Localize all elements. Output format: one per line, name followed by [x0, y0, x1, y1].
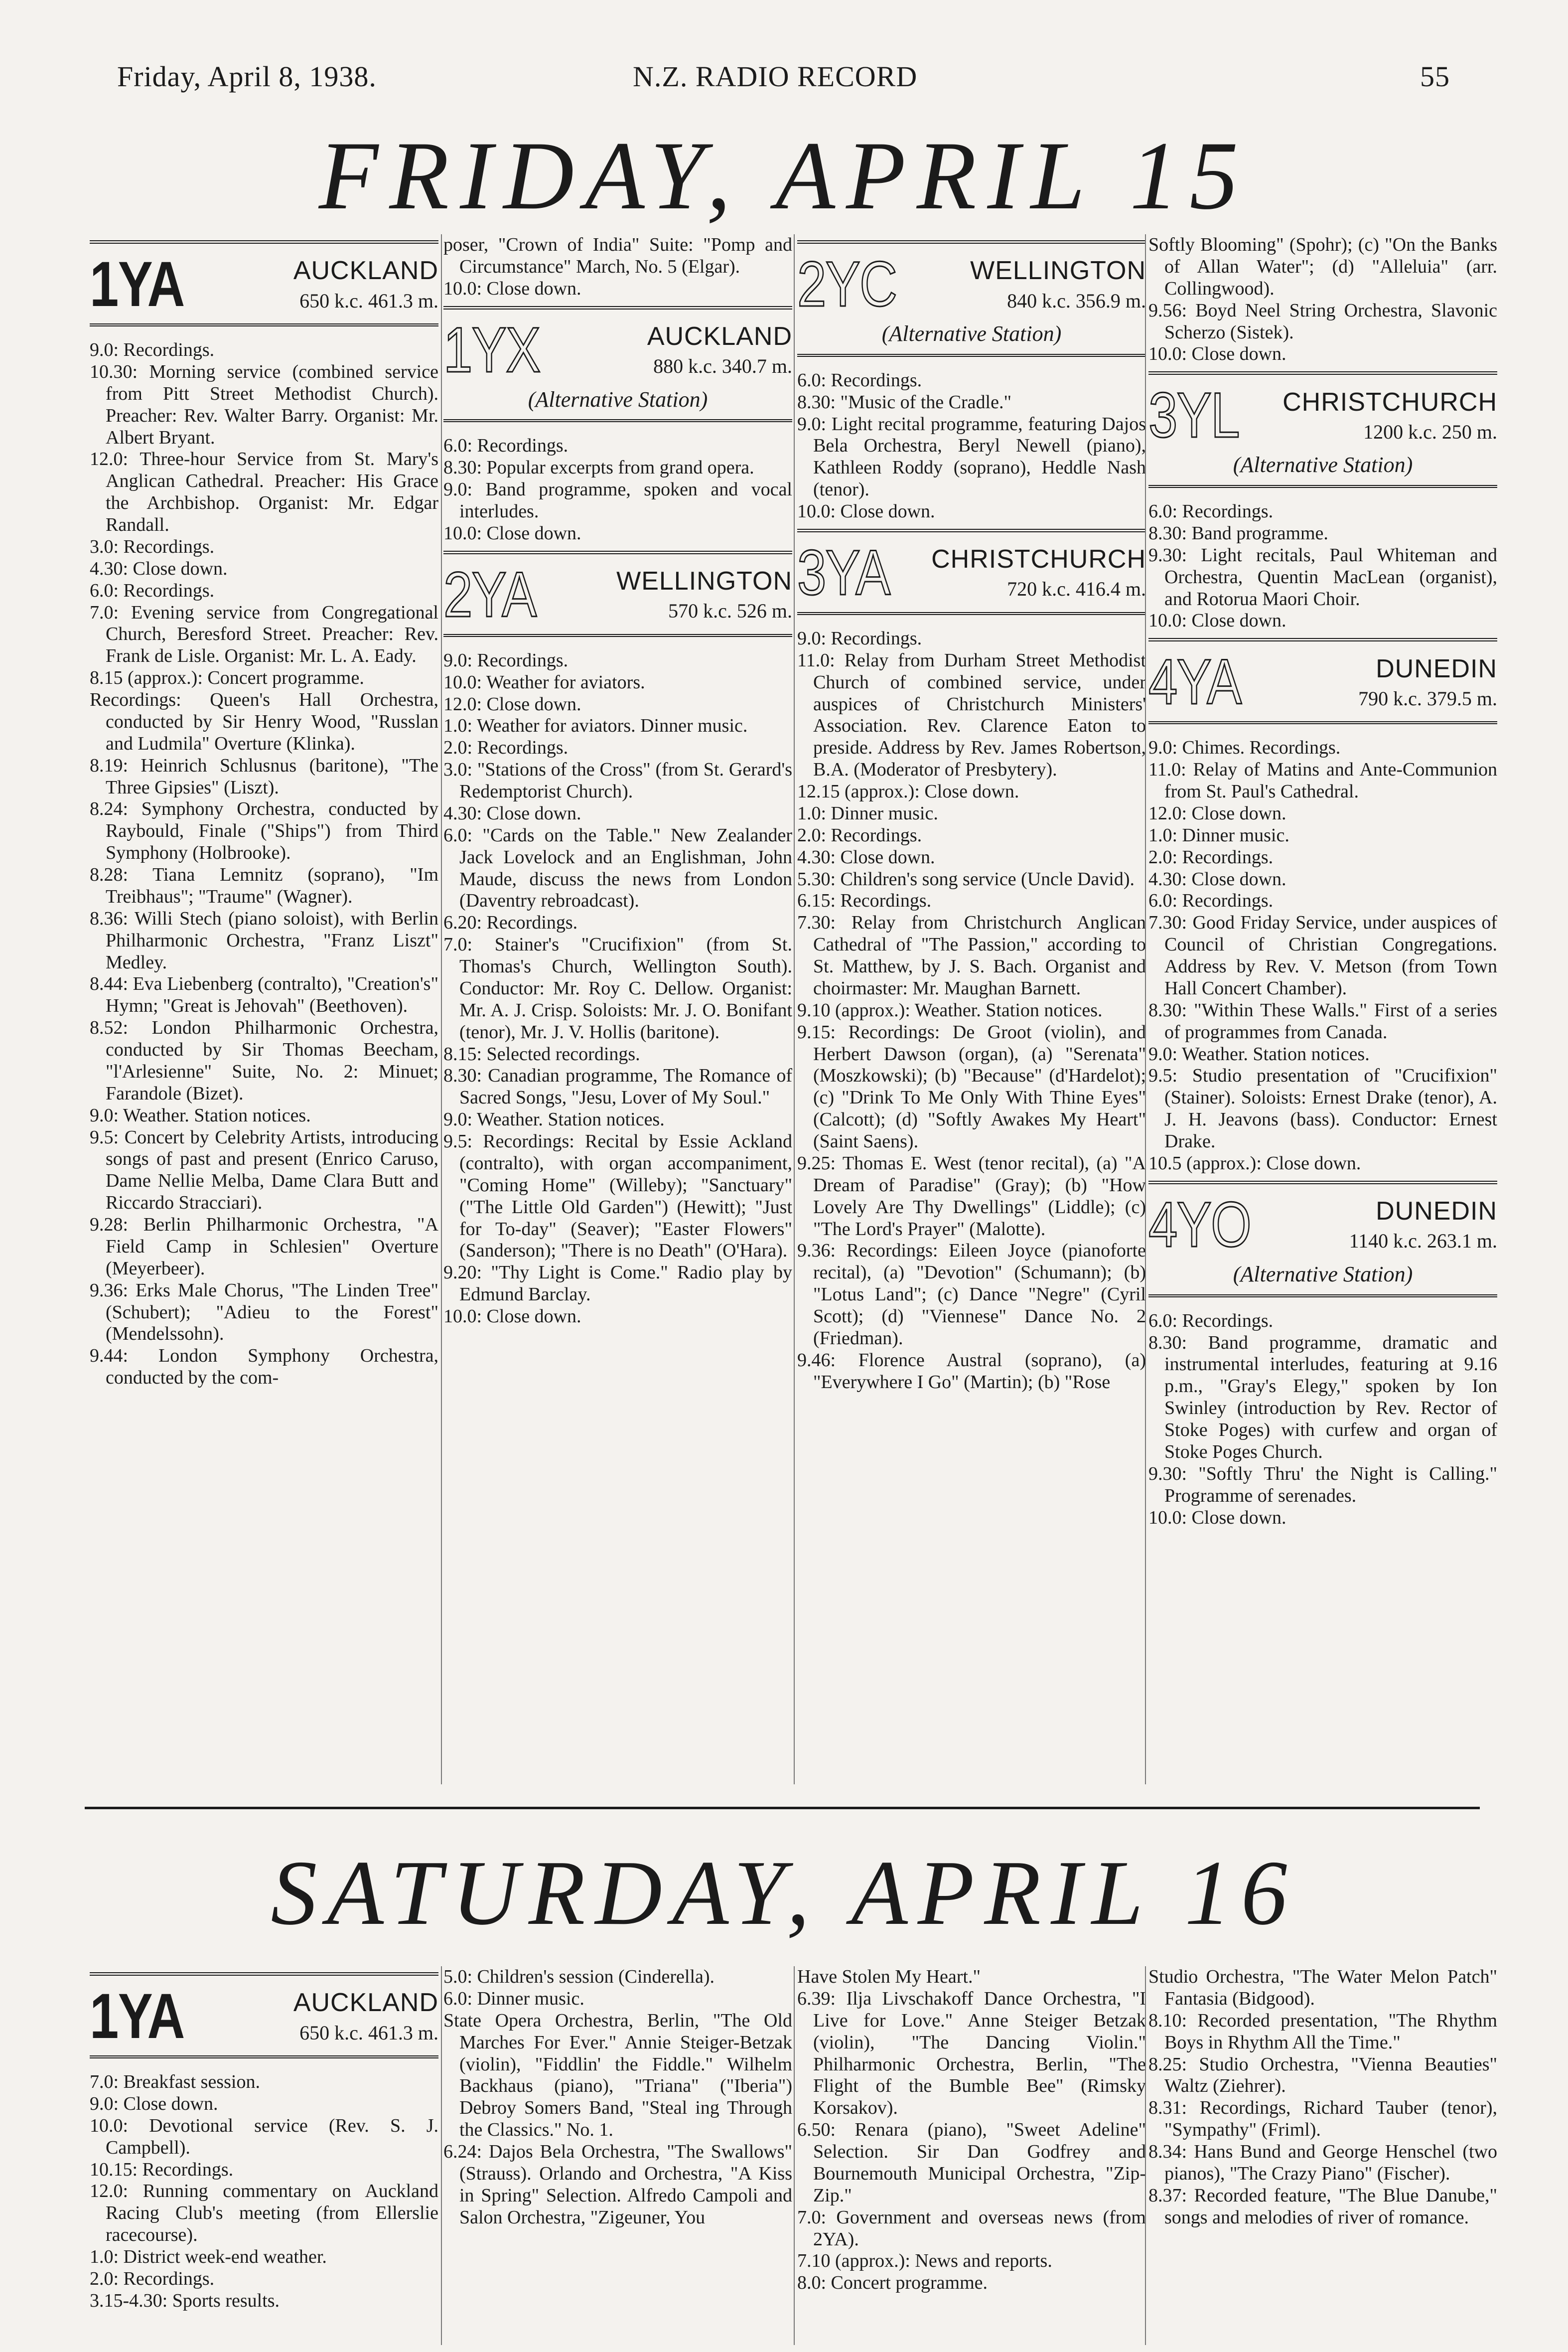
program-list [443, 650, 792, 1328]
program-entry: 9.5: Recordings: Recital by Essie Ackland (contralto), with organ accompaniment, "Coming Home" (Willeby); "Sanctuary" ("The Little Old Garden") (Hewitt); "Just for To-day" (Seaver); "Easter Flowers" (Sanderson); "There is no Death" (O'Hara). [443, 1131, 792, 1261]
program-entry: 9.5: Concert by Celebrity Artists, introducing songs of past and present (Enrico Caruso, Dame Nellie Melba, Dame Clara Butt and Riccardo Stracciari). [90, 1126, 438, 1214]
program-entry: poser, "Crown of India" Suite: "Pomp and Circumstance" March, No. 5 (Elgar). [443, 234, 792, 277]
publication-title: N.Z. RADIO RECORD [633, 60, 918, 93]
program-entry: 9.10 (approx.): Weather. Station notices. [797, 999, 1103, 1021]
column-rule [441, 1966, 442, 2345]
program-entry: 4.30: Close down. [1148, 868, 1286, 890]
station-callsign: 1YX [443, 314, 540, 386]
program-entry: State Opera Orchestra, Berlin, "The Old Marches For Ever." Annie Steiger-Betzak (violin), "Fiddlin' the Fiddle." Wilhelm Backhaus (piano), "Triana" ("Iberia") Debroy Somers Band, "Steal ing Through the Classics." No. 1. [443, 2010, 792, 2141]
station-alt-label: (Alternative Station) [528, 387, 708, 412]
station-header-3yl [1148, 371, 1497, 488]
program-entry: 2.0: Recordings. [797, 824, 922, 846]
program-entry: 6.39: Ilja Livschakoff Dance Orchestra, "I Live for Love." Anne Steiger Betzak (violin), "The Dancing Violin." Philharmonic Orchestra, Berlin, "The Flight of the Bumble Bee" (Rimsky Korsakov). [797, 1988, 1146, 2119]
program-entry: 9.0: Chimes. Recordings. [1148, 737, 1341, 759]
program-entry: 9.0: Light recital programme, featuring Dajos Bela Orchestra, Beryl Newell (piano), Kathleen Roddy (soprano), Heddle Nash (tenor). [797, 413, 1146, 500]
program-entry: 9.46: Florence Austral (soprano), (a) "Everywhere I Go" (Martin); (b) "Rose [797, 1349, 1146, 1393]
program-entry: 1.0: District week-end weather. [90, 2246, 327, 2267]
saturday-column-1 [90, 1966, 438, 2345]
program-entry: 6.20: Recordings. [443, 912, 578, 934]
program-entry: 8.30: Canadian programme, The Romance of Sacred Songs, "Jesu, Lover of My Soul." [443, 1065, 792, 1108]
program-entry: 7.0: Government and overseas news (from 2YA). [797, 2206, 1146, 2250]
program-entry: 10.0: Devotional service (Rev. S. J. Campbell). [90, 2115, 438, 2158]
program-entry: 6.0: "Cards on the Table." New Zealander Jack Lovelock and an Englishman, John Maude, discuss the news from London (Daventry rebroadcast). [443, 824, 792, 912]
station-header-1ya [90, 240, 438, 326]
station-callsign: 3YA [797, 537, 890, 609]
program-entry: 9.36: Recordings: Eileen Joyce (pianoforte recital), (a) "Devotion" (Schumann); (b) "Lotus Land"; (c) Dance "Negre" (Cyril Scott); (d) "Viennese" Dance No. 2 (Friedman). [797, 1240, 1146, 1349]
program-entry: 10.0: Close down. [1148, 343, 1286, 365]
program-entry: 8.15: Selected recordings. [443, 1043, 640, 1065]
program-entry: 8.30: Band programme, dramatic and instrumental interludes, featuring at 9.16 p.m., "Gray's Elegy," spoken by Ion Swinley (introduction by Rev. Rector of Stoke Poges) with curfew and organ of Stoke Poges Church. [1148, 1332, 1497, 1462]
program-list [443, 1966, 792, 2229]
station-frequency: 570 k.c. 526 m. [668, 600, 792, 623]
program-entry: 9.20: "Thy Light is Come." Radio play by Edmund Barclay. [443, 1262, 792, 1305]
station-header-1ya [90, 1972, 438, 2058]
program-entry: 10.0: Close down. [443, 1306, 581, 1327]
program-entry: 12.0: Running commentary on Auckland Racing Club's meeting (from Ellerslie racecourse). [90, 2181, 438, 2246]
station-alt-label: (Alternative Station) [1233, 453, 1413, 477]
program-entry: 7.30: Relay from Christchurch Anglican Cathedral of "The Passion," according to St. Matthew, by J. S. Bach. Organist and choirmaster: Mr. Maughan Barnett. [797, 912, 1146, 999]
program-entry: 2.0: Recordings. [1148, 846, 1274, 868]
program-entry: 10.0: Close down. [443, 522, 581, 544]
program-entry: 8.37: Recorded feature, "The Blue Danube," songs and melodies of river of romance. [1148, 2185, 1497, 2228]
program-entry: 6.50: Renara (piano), "Sweet Adeline" Selection. Sir Dan Godfrey and Bournemouth Municipal Orchestra, "Zip-Zip." [797, 2119, 1146, 2206]
saturday-column-4 [1148, 1966, 1497, 2345]
program-entry: Softly Blooming" (Spohr); (c) "On the Banks of Allan Water"; (d) "Alleluia" (arr. Collingwood). [1148, 234, 1497, 299]
program-entry: 6.0: Recordings. [1148, 890, 1274, 912]
program-entry: 8.30: Band programme. [1148, 522, 1328, 544]
station-alt-label: (Alternative Station) [881, 321, 1062, 346]
station-header-4yo [1148, 1181, 1497, 1297]
station-city: DUNEDIN [1376, 654, 1497, 683]
station-city: CHRISTCHURCH [931, 545, 1146, 574]
program-list [1148, 501, 1497, 632]
column-rule [794, 234, 795, 1784]
friday-column-2 [443, 234, 792, 1784]
running-header [0, 60, 1568, 105]
program-entry: 10.15: Recordings. [90, 2159, 234, 2180]
program-entry: 6.0: Dinner music. [443, 1988, 584, 2009]
program-entry: 8.25: Studio Orchestra, "Vienna Beauties" Waltz (Ziehrer). [1148, 2053, 1497, 2097]
program-entry: Recordings: Queen's Hall Orchestra, conducted by Sir Henry Wood, "Russlan and Ludmila" Overture (Klinka). [90, 689, 438, 754]
program-entry: 10.0: Weather for aviators. [443, 671, 645, 693]
program-entry: 8.15 (approx.): Concert programme. [90, 667, 364, 689]
program-entry: 8.44: Eva Liebenberg (contralto), "Creation's" Hymn; "Great is Jehovah" (Beethoven). [90, 973, 438, 1017]
station-frequency: 650 k.c. 461.3 m. [299, 2021, 438, 2044]
station-city: WELLINGTON [970, 256, 1146, 286]
station-frequency: 650 k.c. 461.3 m. [299, 289, 438, 312]
program-entry: 8.36: Willi Stech (piano soloist), with Berlin Philharmonic Orchestra, "Franz Liszt" Medley. [90, 908, 438, 973]
station-city: AUCKLAND [647, 321, 792, 351]
station-city: WELLINGTON [616, 567, 792, 596]
saturday-column-3 [797, 1966, 1146, 2345]
program-entry: 8.31: Recordings, Richard Tauber (tenor), "Sympathy" (Friml). [1148, 2097, 1497, 2141]
program-entry: 8.30: "Music of the Cradle." [797, 391, 1011, 413]
program-entry: 10.0: Close down. [797, 501, 935, 522]
program-list [1148, 234, 1497, 365]
program-list [797, 1966, 1146, 2294]
program-entry: 6.24: Dajos Bela Orchestra, "The Swallows" (Strauss). Orlando and Orchestra, "A Kiss in Spring" Selection. Alfredo Campoli and Salon Orchestra, "Zigeuner, You [443, 2141, 792, 2228]
station-city: CHRISTCHURCH [1283, 387, 1497, 417]
program-entry: 3.15-4.30: Sports results. [90, 2290, 280, 2311]
program-entry: 9.0: Weather. Station notices. [90, 1104, 311, 1126]
program-entry: 12.0: Close down. [443, 693, 581, 715]
program-entry: 7.30: Good Friday Service, under auspices of Council of Christian Congregations. Address by Rev. V. Metson (from Town Hall Concert Chamber). [1148, 912, 1497, 999]
program-entry: 1.0: Dinner music. [1148, 824, 1289, 846]
station-frequency: 1200 k.c. 250 m. [1363, 420, 1497, 443]
program-entry: 9.36: Erks Male Chorus, "The Linden Tree" (Schubert); "Adieu to the Forest" (Mendelssohn). [90, 1279, 438, 1345]
program-entry: 8.0: Concert programme. [797, 2272, 988, 2294]
station-callsign: 1YA [90, 1981, 184, 2052]
station-callsign: 4YO [1148, 1189, 1251, 1260]
program-entry: 9.0: Weather. Station notices. [443, 1109, 665, 1130]
station-city: AUCKLAND [293, 256, 438, 286]
program-entry: 7.10 (approx.): News and reports. [797, 2250, 1052, 2272]
program-entry: 1.0: Dinner music. [797, 802, 938, 824]
friday-column-1 [90, 234, 438, 1784]
program-entry: 9.0: Close down. [90, 2093, 218, 2114]
program-list [1148, 1966, 1497, 2229]
column-rule [441, 234, 442, 1784]
program-list [1148, 1310, 1497, 1529]
program-list [90, 2071, 438, 2312]
program-entry: 8.30: Popular excerpts from grand opera. [443, 457, 754, 478]
program-entry: 9.30: "Softly Thru' the Night is Calling." Programme of serenades. [1148, 1463, 1497, 1506]
column-rule [1145, 234, 1146, 1784]
program-entry: 6.0: Recordings. [90, 580, 215, 601]
station-header-4ya [1148, 638, 1497, 724]
program-entry: 9.25: Thomas E. West (tenor recital), (a) "A Dream of Paradise" (Gray); (b) "How Lovely Are Thy Dwellings" (Liddle); (c) "The Lord's Prayer" (Malotte). [797, 1152, 1146, 1240]
saturday-column-2 [443, 1966, 792, 2345]
issue-date: Friday, April 8, 1938. [117, 60, 377, 93]
program-entry: 8.52: London Philharmonic Orchestra, conducted by Sir Thomas Beecham, "l'Arlesienne" Suite, No. 2: Minuet; Farandole (Bizet). [90, 1017, 438, 1104]
program-entry: 6.0: Recordings. [797, 369, 922, 391]
program-entry: 8.24: Symphony Orchestra, conducted by Raybould, Finale ("Ships") from Third Symphony (Holbrooke). [90, 798, 438, 864]
saturday-banner: SATURDAY, APRIL 16 [271, 1842, 1297, 1944]
station-header-1yx [443, 306, 792, 423]
program-entry: 10.0: Close down. [443, 278, 581, 299]
program-entry: 7.0: Stainer's "Crucifixion" (from St. Thomas's Church, Wellington South). Conductor: Mr. Roy C. Dellow. Organist: Mr. A. J. Crisp. Soloists: Mr. J. O. Bonifant (tenor), Mr. J. V. Hollis (baritone). [443, 934, 792, 1043]
program-entry: 3.0: Recordings. [90, 536, 215, 557]
program-entry: 8.19: Heinrich Schlusnus (baritone), "The Three Gipsies" (Liszt). [90, 755, 438, 798]
station-frequency: 840 k.c. 356.9 m. [1007, 289, 1146, 312]
program-entry: 1.0: Weather for aviators. Dinner music. [443, 715, 748, 737]
program-entry: 5.0: Children's session (Cinderella). [443, 1966, 715, 1987]
program-entry: 6.0: Recordings. [1148, 1310, 1274, 1331]
program-entry: 2.0: Recordings. [443, 737, 569, 759]
station-callsign: 1YA [90, 249, 184, 320]
program-entry: Have Stolen My Heart." [797, 1966, 981, 1987]
program-entry: 12.0: Three-hour Service from St. Mary's Anglican Cathedral. Preacher: His Grace the Archbishop. Organist: Mr. Edgar Randall. [90, 449, 438, 535]
program-entry: 6.0: Recordings. [443, 435, 569, 457]
program-entry: 11.0: Relay of Matins and Ante-Communion from St. Paul's Cathedral. [1148, 759, 1497, 802]
program-entry: 8.10: Recorded presentation, "The Rhythm Boys in Rhythm All the Time." [1148, 2010, 1497, 2053]
station-callsign: 2YA [443, 559, 536, 630]
program-entry: 11.0: Relay from Durham Street Methodist Church of combined service, under auspices of Christchurch Ministers' Association. Rev. Clarence Eaton to preside. Address by Rev. James Robertson, B.A. (Moderator of Presbytery). [797, 649, 1146, 781]
program-entry: 9.0: Recordings. [90, 339, 215, 360]
program-entry: 4.30: Close down. [797, 846, 935, 868]
program-entry: Studio Orchestra, "The Water Melon Patch" Fantasia (Bidgood). [1148, 1966, 1497, 2009]
program-list [797, 628, 1146, 1394]
station-alt-label: (Alternative Station) [1233, 1261, 1413, 1286]
program-entry: 8.28: Tiana Lemnitz (soprano), "Im Treibhaus"; "Traume" (Wagner). [90, 864, 438, 907]
program-entry: 4.30: Close down. [90, 558, 228, 579]
program-entry: 7.0: Breakfast session. [90, 2071, 260, 2092]
friday-column-4 [1148, 234, 1497, 1784]
program-entry: 9.30: Light recitals, Paul Whiteman and Orchestra, Quentin MacLean (organist), and Rotorua Maori Choir. [1148, 544, 1497, 610]
program-entry: 10.0: Close down. [1148, 610, 1286, 631]
station-callsign: 3YL [1148, 380, 1239, 452]
program-list [797, 370, 1146, 523]
section-divider [85, 1807, 1480, 1809]
station-callsign: 4YA [1148, 646, 1241, 718]
page-number: 55 [1420, 60, 1450, 93]
program-list [1148, 737, 1497, 1175]
program-entry: 9.0: Band programme, spoken and vocal interludes. [443, 479, 792, 522]
program-entry: 12.0: Close down. [1148, 802, 1286, 824]
program-entry: 4.30: Close down. [443, 802, 581, 824]
friday-banner: FRIDAY, APRIL 15 [318, 122, 1250, 230]
program-entry: 9.0: Recordings. [797, 627, 922, 649]
program-list [90, 339, 438, 1389]
program-entry: 5.30: Children's song service (Uncle David). [797, 868, 1135, 890]
station-header-2yc [797, 240, 1146, 357]
station-frequency: 880 k.c. 340.7 m. [653, 355, 792, 378]
column-rule [794, 1966, 795, 2345]
program-entry: 3.0: "Stations of the Cross" (from St. Gerard's Redemptorist Church). [443, 759, 792, 802]
program-entry: 9.0: Recordings. [443, 649, 569, 671]
station-header-3ya [797, 529, 1146, 615]
program-entry: 9.5: Studio presentation of "Crucifixion" (Stainer). Soloists: Ernest Drake (tenor), A. J. H. Jeavons (bass). Conductor: Ernest Drake. [1148, 1065, 1497, 1152]
program-entry: 6.0: Recordings. [1148, 501, 1274, 522]
program-list [443, 234, 792, 300]
program-entry: 9.15: Recordings: De Groot (violin), and Herbert Dawson (organ), (a) "Serenata" (Moszkowski); (b) "Because" (d'Hardelot); (c) "Drink To Me Only With Thine Eyes" (Calcott); (d) "Softly Awakes My Heart" (Saint Saens). [797, 1021, 1146, 1152]
program-list [443, 435, 792, 544]
program-entry: 12.15 (approx.): Close down. [797, 781, 1019, 802]
program-entry: 8.30: "Within These Walls." First of a series of programmes from Canada. [1148, 999, 1497, 1043]
program-entry: 9.44: London Symphony Orchestra, conducted by the com- [90, 1345, 438, 1389]
station-city: DUNEDIN [1376, 1197, 1497, 1226]
station-frequency: 720 k.c. 416.4 m. [1007, 578, 1146, 601]
program-entry: 9.28: Berlin Philharmonic Orchestra, "A Field Camp in Schlesien" Overture (Meyerbeer). [90, 1214, 438, 1279]
station-callsign: 2YC [797, 249, 897, 320]
program-entry: 7.0: Evening service from Congregational Church, Beresford Street. Preacher: Rev. Frank de Lisle. Organist: Mr. L. A. Eady. [90, 602, 438, 667]
program-entry: 2.0: Recordings. [90, 2268, 215, 2289]
program-entry: 10.0: Close down. [1148, 1507, 1286, 1528]
program-entry: 10.30: Morning service (combined service from Pitt Street Methodist Church). Preacher: Rev. Walter Barry. Organist: Mr. Albert Bryant. [90, 361, 438, 448]
friday-column-3 [797, 234, 1146, 1784]
station-city: AUCKLAND [293, 1988, 438, 2018]
program-entry: 10.5 (approx.): Close down. [1148, 1152, 1361, 1174]
program-entry: 8.34: Hans Bund and George Henschel (two pianos), "The Crazy Piano" (Fischer). [1148, 2141, 1497, 2184]
station-frequency: 1140 k.c. 263.1 m. [1349, 1230, 1497, 1253]
station-frequency: 790 k.c. 379.5 m. [1358, 687, 1497, 710]
program-entry: 6.15: Recordings. [797, 890, 932, 912]
station-header-2ya [443, 551, 792, 637]
program-entry: 9.56: Boyd Neel String Orchestra, Slavonic Scherzo (Sistek). [1148, 300, 1497, 343]
program-entry: 9.0: Weather. Station notices. [1148, 1043, 1370, 1065]
column-rule [1145, 1966, 1146, 2345]
